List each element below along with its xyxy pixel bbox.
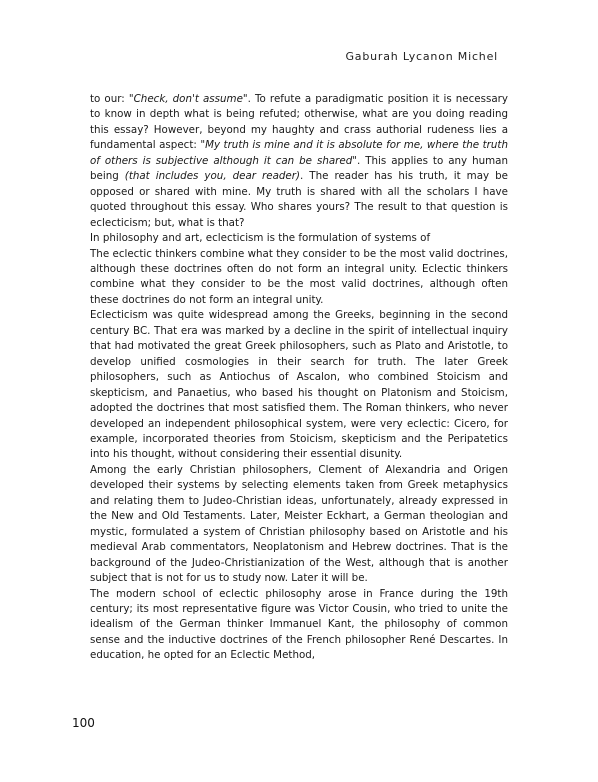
body-text xyxy=(90,92,508,664)
italic-quote: "Check, don't assume" xyxy=(128,93,248,105)
running-head-author: Gaburah Lycanon Michel xyxy=(345,50,498,63)
paragraph: Among the early Christian philosophers, Clement of Alexandria and Origen developed their systems by selecting elements taken from Greek metaphysics and relating them to Judeo-Christian ideas, unfortunately, already expressed in the New and Old Testaments. Later, Meister Eckhart, a German theologian and mystic, formulated a system of Christian philosophy based on Aristotle and his medieval Arab commentators, Neoplatonism and Hebrew doctrines. That is the background of the Judeo-Christianization of the West, although that is another subject that is not for us to study now. Later it will be. xyxy=(90,463,508,585)
paragraph: The modern school of eclectic philosophy arose in France during the 19th century; its most representative figure was Victor Cousin, who tried to unite the idealism of the German thinker Immanuel Kant, the philosophy of common sense and the inductive doctrines of the French philosopher René Descartes. In education, he opted for an Eclectic Method, xyxy=(90,587,508,662)
text-span: . To refute a paradigmatic position it is necessary to know in depth what is being refuted; otherwise, what are you doing reading this essay? However, beyond my haughty and crass authorial rudeness lies a fundamental aspect: xyxy=(90,93,508,152)
text-span: . This applies to any human being xyxy=(90,154,508,183)
paragraph xyxy=(90,92,508,231)
paragraph: Eclecticism was quite widespread among the Greeks, beginning in the second century BC. That era was marked by a decline in the spirit of intellectual inquiry that had motivated the great Greek philosophers, such as Plato and Aristotle, to develop unified cosmologies in their search for truth. The later Greek philosophers, such as Antiochus of Ascalon, who combined Stoicism and skepticism, and Panaetius, who based his thought on Platonism and Stoicism, adopted the doctrines that most satisfied them. The Roman thinkers, who never developed an independent philosophical system, were very eclectic: Cicero, for example, incorporated theories from Stoicism, skepticism and the Peripatetics into his thought, without considering their essential disunity. xyxy=(90,309,508,461)
paragraph: The eclectic thinkers combine what they consider to be the most valid doctrines, although these doctrines often do not form an integral unity. Eclectic thinkers combine what they consider to be the most valid doctrines, although often these doctrines do not form an integral unity. xyxy=(90,247,508,306)
text-span: to our: xyxy=(90,93,129,105)
italic-aside: (that includes you, dear reader) xyxy=(124,170,301,183)
italic-quote: "My truth is mine and it is absolute for me, where the truth of others is subjective although it can be shared" xyxy=(90,139,508,167)
page-number: 100 xyxy=(72,716,95,730)
text-span: . The reader has his truth, it may be opposed or shared with mine. My truth is shared with all the scholars I have quoted throughout this essay. Who shares yours? The result to that question is eclecticism; but, what is that? xyxy=(90,170,508,229)
paragraph: In philosophy and art, eclecticism is the formulation of systems of xyxy=(90,232,431,245)
